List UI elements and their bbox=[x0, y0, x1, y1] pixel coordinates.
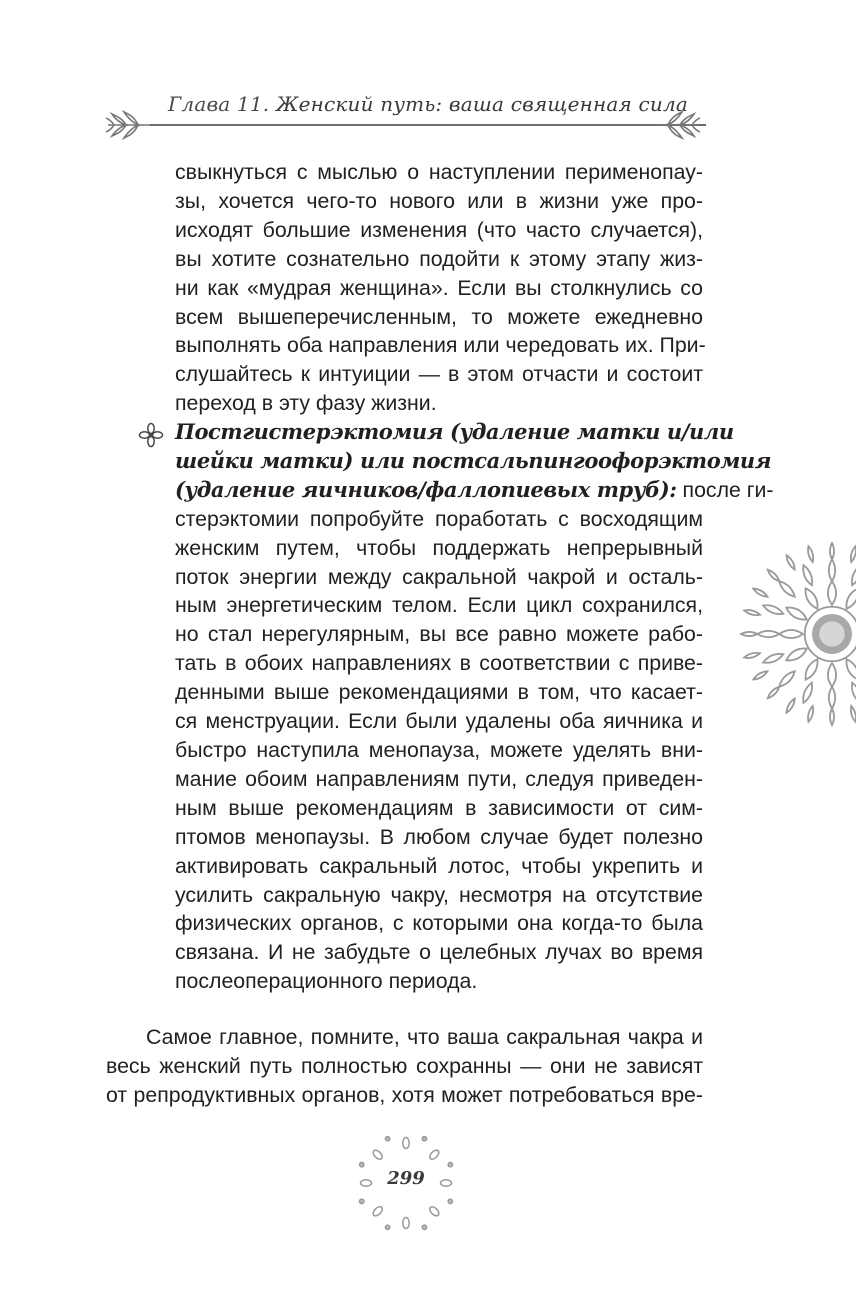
text-line: весь женский путь полностью сохранны — они не зависят bbox=[106, 1053, 703, 1078]
text-line: но стал нерегулярным, вы все равно можете рабо- bbox=[175, 622, 703, 647]
bullet-item-posthysterectomy bbox=[175, 418, 774, 996]
text-line: свыкнуться с мыслью о наступлении перименопау- bbox=[175, 160, 703, 184]
text-line: стерэктомии попробуйте поработать с восходящим bbox=[175, 506, 703, 531]
text-line: ным выше рекомендациям в зависимости от сим- bbox=[175, 795, 703, 820]
continued-bullet-text bbox=[175, 158, 706, 418]
text-line: тать в обоих направлениях в соответствии с приве- bbox=[175, 651, 703, 676]
text-line: мание обоим направлениям пути, следуя приведен- bbox=[175, 766, 703, 791]
bullet-heading-line: Постгистерэктомия (удаление матки и/или bbox=[175, 419, 734, 444]
text-line: исходят большие изменения (что часто случается), bbox=[175, 217, 703, 242]
closing-paragraph bbox=[106, 1023, 703, 1110]
page-number: 299 bbox=[387, 1168, 425, 1189]
text-line: переход в эту фазу жизни. bbox=[175, 391, 437, 416]
text-line: денными выше рекомендациями в том, что касает- bbox=[175, 680, 703, 705]
text-line: быстро наступила менопауза, можете уделять вни- bbox=[175, 737, 703, 762]
text-line: вы хотите сознательно подойти к этому этапу жиз- bbox=[175, 246, 703, 271]
text-line: птомов менопаузы. В любом случае будет полезно bbox=[175, 824, 703, 849]
text-line: зы, хочется чего-то нового или в жизни уже про- bbox=[175, 188, 703, 213]
text-line: от репродуктивных органов, хотя может потребоваться вре- bbox=[106, 1082, 703, 1107]
text-line: ни как «мудрая женщина». Если вы столкнулись со bbox=[175, 275, 703, 300]
text-line: слушайтесь к интуиции — в этом отчасти и состоит bbox=[175, 362, 703, 387]
text-line: Самое главное, помните, что ваша сакральная чакра и bbox=[146, 1025, 703, 1049]
text-fragment: после ги- bbox=[676, 477, 774, 502]
chapter-number: Глава 11. bbox=[167, 92, 270, 116]
leaf-branch-right-icon bbox=[654, 102, 702, 146]
text-line: ным энергетическим телом. Если цикл сохранился, bbox=[175, 593, 703, 618]
fleuron-bullet-icon bbox=[138, 422, 164, 448]
text-line: поток энергии между сакральной чакрой и осталь- bbox=[175, 564, 703, 589]
text-line: послеоперационного периода. bbox=[175, 969, 478, 994]
bullet-heading-line: (удаление яичников/фаллопиевых труб): bbox=[175, 476, 677, 502]
text-line: женским путем, чтобы поддержать непрерывный bbox=[175, 535, 703, 560]
text-line: усилить сакральную чакру, несмотря на отсутствие bbox=[175, 882, 703, 907]
leaf-branch-left-icon bbox=[104, 102, 152, 146]
text-line bbox=[175, 476, 774, 505]
text-line: связана. И не забудьте о целебных лучах во время bbox=[175, 940, 703, 965]
bullet-heading-line: шейки матки) или постсальпингоофорэктомия bbox=[175, 447, 772, 473]
running-header bbox=[150, 92, 706, 116]
text-line: физических органов, с которыми она когда-то была bbox=[175, 911, 703, 936]
mandala-ornament-icon bbox=[732, 524, 856, 744]
text-line: всем вышеперечисленным, то можете ежедневно bbox=[175, 304, 703, 329]
text-line: выполнять оба направления или чередовать их. При- bbox=[175, 333, 706, 358]
text-line: ся менструации. Если были удалены оба яичника и bbox=[175, 709, 703, 734]
chapter-title: Женский путь: ваша священная сила bbox=[275, 92, 689, 116]
header-rule bbox=[150, 124, 706, 126]
text-line: активировать сакральный лотос, чтобы укрепить и bbox=[175, 853, 703, 878]
